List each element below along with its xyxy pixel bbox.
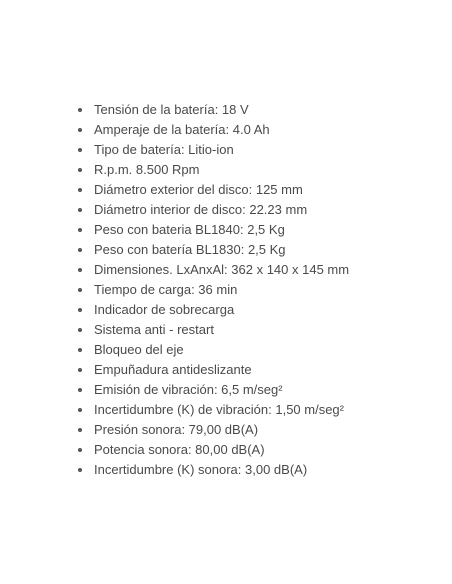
spec-text: Bloqueo del eje: [94, 342, 184, 357]
spec-text: Amperaje de la batería: 4.0 Ah: [94, 122, 270, 137]
spec-text: Tipo de batería: Litio-ion: [94, 142, 234, 157]
spec-item-dimensions: [78, 260, 448, 280]
spec-item-charge-time: [78, 280, 448, 300]
specifications-list: [78, 100, 448, 480]
bullet-icon: [78, 448, 82, 452]
bullet-icon: [78, 428, 82, 432]
spec-text: Diámetro interior de disco: 22.23 mm: [94, 202, 308, 217]
spec-item-battery-type: [78, 140, 448, 160]
spec-item-outer-disc-diameter: [78, 180, 448, 200]
spec-text: Sistema anti - restart: [94, 322, 214, 337]
spec-item-sound-uncertainty: [78, 460, 448, 480]
spec-text: Dimensiones. LxAnxAl: 362 x 140 x 145 mm: [94, 262, 350, 277]
spec-text: Incertidumbre (K) de vibración: 1,50 m/seg²: [94, 402, 344, 417]
bullet-icon: [78, 188, 82, 192]
bullet-icon: [78, 348, 82, 352]
spec-item-sound-power: [78, 440, 448, 460]
bullet-icon: [78, 128, 82, 132]
bullet-icon: [78, 228, 82, 232]
spec-text: Diámetro exterior del disco: 125 mm: [94, 182, 303, 197]
spec-text: Emisión de vibración: 6,5 m/seg²: [94, 382, 283, 397]
bullet-icon: [78, 408, 82, 412]
bullet-icon: [78, 148, 82, 152]
spec-item-shaft-lock: [78, 340, 448, 360]
bullet-icon: [78, 388, 82, 392]
spec-text: Potencia sonora: 80,00 dB(A): [94, 442, 265, 457]
bullet-icon: [78, 208, 82, 212]
bullet-icon: [78, 368, 82, 372]
bullet-icon: [78, 168, 82, 172]
spec-item-battery-voltage: [78, 100, 448, 120]
spec-text: Incertidumbre (K) sonora: 3,00 dB(A): [94, 462, 308, 477]
spec-item-inner-disc-diameter: [78, 200, 448, 220]
spec-text: Peso con bateria BL1840: 2,5 Kg: [94, 222, 285, 237]
spec-item-weight-bl1830: [78, 240, 448, 260]
bullet-icon: [78, 468, 82, 472]
spec-text: Indicador de sobrecarga: [94, 302, 235, 317]
spec-text: Presión sonora: 79,00 dB(A): [94, 422, 259, 437]
bullet-icon: [78, 308, 82, 312]
spec-text: Peso con batería BL1830: 2,5 Kg: [94, 242, 286, 257]
bullet-icon: [78, 268, 82, 272]
spec-text: R.p.m. 8.500 Rpm: [94, 162, 200, 177]
bullet-icon: [78, 288, 82, 292]
spec-item-rpm: [78, 160, 448, 180]
spec-item-battery-amperage: [78, 120, 448, 140]
bullet-icon: [78, 248, 82, 252]
spec-item-overload-indicator: [78, 300, 448, 320]
spec-item-weight-bl1840: [78, 220, 448, 240]
spec-item-non-slip-grip: [78, 360, 448, 380]
spec-text: Tiempo de carga: 36 min: [94, 282, 238, 297]
bullet-icon: [78, 328, 82, 332]
bullet-icon: [78, 108, 82, 112]
spec-text: Empuñadura antideslizante: [94, 362, 252, 377]
spec-item-sound-pressure: [78, 420, 448, 440]
spec-text: Tensión de la batería: 18 V: [94, 102, 249, 117]
spec-item-vibration-uncertainty: [78, 400, 448, 420]
spec-item-vibration-emission: [78, 380, 448, 400]
spec-item-anti-restart: [78, 320, 448, 340]
